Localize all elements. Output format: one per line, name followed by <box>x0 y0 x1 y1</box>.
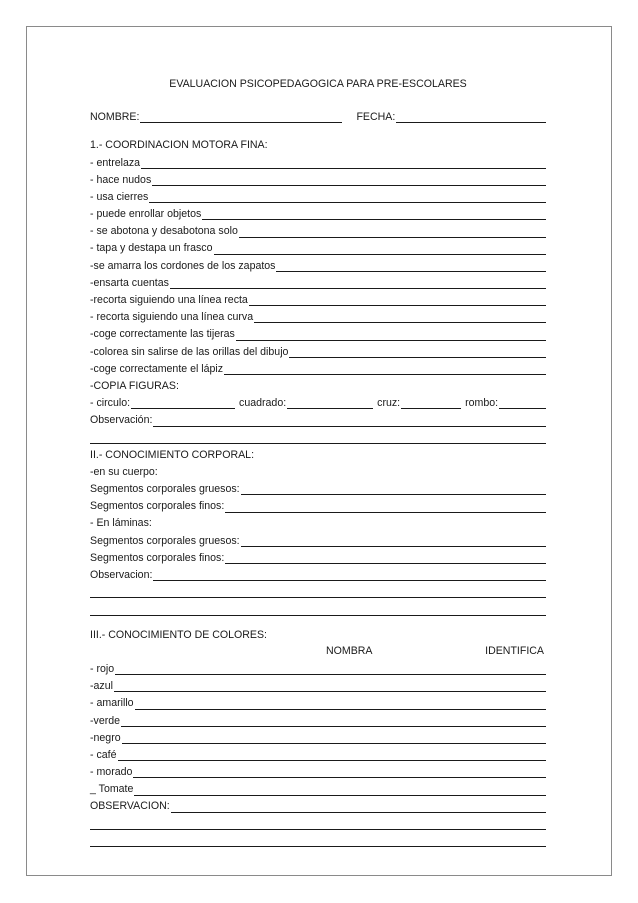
color-row: -verde <box>90 713 546 730</box>
rombo-label: rombo: <box>465 397 499 410</box>
rombo-field[interactable] <box>499 408 546 409</box>
observacion-field[interactable] <box>90 443 546 444</box>
segmentos-gruesos-field[interactable] <box>241 494 546 495</box>
color-field[interactable] <box>115 674 546 675</box>
section-3-heading: III.- CONOCIMIENTO DE COLORES: <box>90 628 267 641</box>
color-field[interactable] <box>121 726 546 727</box>
motor-item: -colorea sin salirse de las orillas del dibujo <box>90 344 546 361</box>
color-row: _ Tomate <box>90 781 546 798</box>
observacion-continuation <box>90 584 546 601</box>
observacion-continuation <box>90 816 546 833</box>
observacion-field[interactable] <box>90 597 546 598</box>
en-laminas-label: - En láminas: <box>90 517 152 530</box>
color-row: - amarillo <box>90 695 546 712</box>
observacion-continuation <box>90 430 546 447</box>
observacion-row <box>90 412 546 429</box>
color-field[interactable] <box>118 760 547 761</box>
fecha-label: FECHA: <box>356 111 396 124</box>
circulo-label: - circulo: <box>90 397 131 410</box>
cruz-field[interactable] <box>401 408 461 409</box>
segmentos-finos-field[interactable] <box>225 512 546 513</box>
color-row: - café <box>90 747 546 764</box>
evaluation-form <box>90 76 546 850</box>
observacion-field[interactable] <box>90 829 546 830</box>
observacion-field[interactable] <box>153 426 546 427</box>
motor-item-field[interactable] <box>202 219 546 220</box>
motor-item-field[interactable] <box>249 305 546 306</box>
figuras-row <box>90 395 546 412</box>
motor-item-field[interactable] <box>276 271 546 272</box>
section-1-heading: 1.- COORDINACION MOTORA FINA: <box>90 139 268 152</box>
col-nombra: NOMBRA <box>326 644 373 657</box>
motor-item: - tapa y destapa un frasco <box>90 241 546 258</box>
page-title-text: EVALUACION PSICOPEDAGOGICA PARA PRE-ESCOLARES <box>169 77 467 90</box>
motor-item-field[interactable] <box>254 322 546 323</box>
motor-item: -ensarta cuentas <box>90 275 546 292</box>
motor-item-field[interactable] <box>214 254 547 255</box>
color-field[interactable] <box>135 709 546 710</box>
color-field[interactable] <box>122 743 546 744</box>
motor-item: - recorta siguiendo una línea curva <box>90 309 546 326</box>
motor-item: - hace nudos <box>90 172 546 189</box>
observacion-continuation <box>90 601 546 618</box>
segmentos-finos-field[interactable] <box>225 563 546 564</box>
header-row <box>90 109 546 126</box>
color-column-headers <box>90 644 546 661</box>
copia-figuras-heading: -COPIA FIGURAS: <box>90 379 179 392</box>
motor-item-field[interactable] <box>236 340 546 341</box>
observacion-label: Observación: <box>90 414 153 427</box>
col-identifica: IDENTIFICA <box>485 644 544 657</box>
color-row: -azul <box>90 678 546 695</box>
observacion-field[interactable] <box>171 812 546 813</box>
motor-item: -coge correctamente las tijeras <box>90 326 546 343</box>
cuadrado-field[interactable] <box>287 408 373 409</box>
fecha-field[interactable] <box>396 122 546 123</box>
nombre-field[interactable] <box>140 122 342 123</box>
motor-item-field[interactable] <box>239 237 546 238</box>
observacion-field[interactable] <box>90 615 546 616</box>
section-2-heading: II.- CONOCIMIENTO CORPORAL: <box>90 448 255 461</box>
observacion-row: OBSERVACION: <box>90 799 546 816</box>
motor-item-field[interactable] <box>224 374 546 375</box>
color-row: -negro <box>90 730 546 747</box>
motor-item: - entrelaza <box>90 155 546 172</box>
segmentos-finos-row: Segmentos corporales finos: <box>90 550 546 567</box>
en-su-cuerpo-label: -en su cuerpo: <box>90 465 158 478</box>
page-title <box>90 76 546 93</box>
motor-item: - usa cierres <box>90 189 546 206</box>
segmentos-gruesos-row: Segmentos corporales gruesos: <box>90 533 546 550</box>
color-row: - rojo <box>90 661 546 678</box>
color-field[interactable] <box>114 691 546 692</box>
observacion-row: Observacion: <box>90 567 546 584</box>
motor-item: - puede enrollar objetos <box>90 206 546 223</box>
motor-item: -se amarra los cordones de los zapatos <box>90 258 546 275</box>
motor-item: - se abotona y desabotona solo <box>90 223 546 240</box>
segmentos-gruesos-row: Segmentos corporales gruesos: <box>90 481 546 498</box>
motor-item-field[interactable] <box>149 202 546 203</box>
cruz-label: cruz: <box>377 397 401 410</box>
motor-item: -recorta siguiendo una línea recta <box>90 292 546 309</box>
segmentos-finos-row: Segmentos corporales finos: <box>90 498 546 515</box>
motor-item-field[interactable] <box>141 168 546 169</box>
observacion-continuation <box>90 833 546 850</box>
observacion-field[interactable] <box>153 580 546 581</box>
motor-item-field[interactable] <box>170 288 546 289</box>
color-row: - morado <box>90 764 546 781</box>
motor-item-field[interactable] <box>152 185 546 186</box>
motor-item: -coge correctamente el lápiz <box>90 361 546 378</box>
motor-item-field[interactable] <box>289 357 546 358</box>
cuadrado-label: cuadrado: <box>239 397 287 410</box>
color-field[interactable] <box>133 777 546 778</box>
color-field[interactable] <box>134 795 546 796</box>
observacion-field[interactable] <box>90 846 546 847</box>
segmentos-gruesos-field[interactable] <box>241 546 546 547</box>
nombre-label: NOMBRE: <box>90 111 140 124</box>
circulo-field[interactable] <box>131 408 235 409</box>
